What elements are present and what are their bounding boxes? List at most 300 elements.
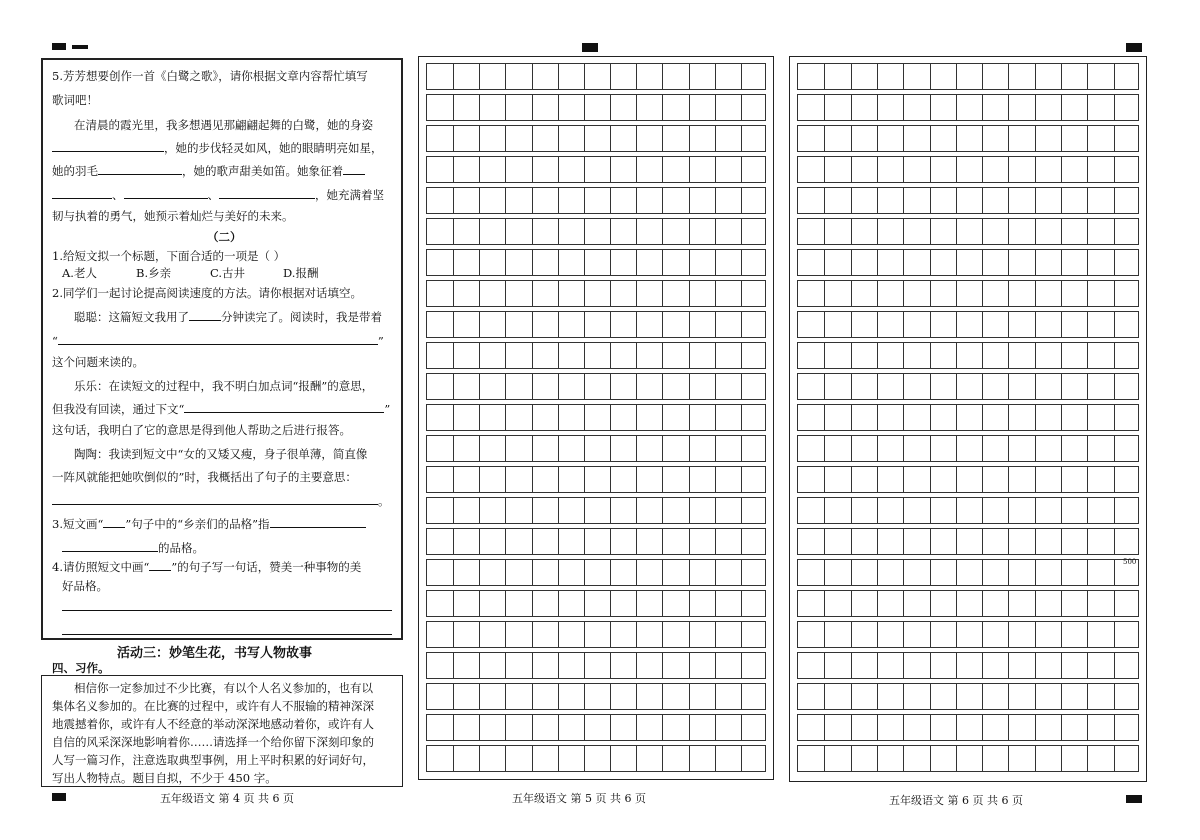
grid-cell-divider (558, 157, 559, 182)
grid-cell-divider (824, 467, 825, 492)
grid-cell-divider (715, 188, 716, 213)
quote-close: ” (377, 334, 384, 348)
grid-cell-divider (479, 715, 480, 740)
grid-cell-divider (558, 746, 559, 771)
q5-prompt: 5.芳芳想要创作一首《白鹭之歌》，请你根据文章内容帮忙填写 (52, 69, 368, 83)
grid-cell-divider (636, 281, 637, 306)
grid-cell-divider (532, 95, 533, 120)
grid-cell-divider (824, 653, 825, 678)
grid-cell-divider (1008, 467, 1009, 492)
grid-cell-divider (824, 746, 825, 771)
lyric-line-1: 在清晨的霞光里，我多想遇见那翩翩起舞的白鹭，她的身姿 (74, 118, 373, 132)
q4-line-1 (52, 558, 361, 575)
grid-cell-divider (877, 312, 878, 337)
grid-row (426, 156, 766, 183)
grid-cell-divider (741, 343, 742, 368)
grid-cell-divider (662, 560, 663, 585)
grid-cell-divider (930, 281, 931, 306)
essay-prompt-line: 自信的风采深深地影响着你……请选择一个给你留下深刻印象的 (52, 735, 374, 749)
lyric-blank[interactable] (343, 162, 365, 175)
grid-cell-divider (453, 529, 454, 554)
grid-cell-divider (689, 157, 690, 182)
grid-cell-divider (982, 188, 983, 213)
grid-cell-divider (851, 684, 852, 709)
grid-cell-divider (956, 95, 957, 120)
q4-answer-line[interactable] (62, 634, 392, 635)
grid-cell-divider (610, 467, 611, 492)
grid-cell-divider (903, 157, 904, 182)
grid-cell-divider (1087, 64, 1088, 89)
grid-cell-divider (532, 529, 533, 554)
grid-cell-divider (982, 250, 983, 275)
grid-cell-divider (903, 312, 904, 337)
grid-cell-divider (1061, 498, 1062, 523)
grid-cell-divider (715, 157, 716, 182)
grid-cell-divider (505, 529, 506, 554)
grid-cell-divider (877, 126, 878, 151)
lyric-blank[interactable] (52, 139, 164, 152)
grid-cell-divider (903, 560, 904, 585)
grid-cell-divider (741, 64, 742, 89)
grid-cell-divider (453, 126, 454, 151)
q4-answer-line[interactable] (62, 610, 392, 611)
grid-cell-divider (584, 498, 585, 523)
grid-row (797, 652, 1139, 679)
grid-cell-divider (982, 715, 983, 740)
grid-cell-divider (824, 343, 825, 368)
grid-cell-divider (741, 250, 742, 275)
grid-cell-divider (532, 684, 533, 709)
grid-cell-divider (1008, 560, 1009, 585)
grid-cell-divider (453, 591, 454, 616)
grid-cell-divider (532, 560, 533, 585)
grid-row (426, 714, 766, 741)
grid-cell-divider (877, 374, 878, 399)
q3-line-1 (52, 515, 366, 532)
grid-cell-divider (715, 529, 716, 554)
q3-blank[interactable] (270, 515, 366, 528)
grid-cell-divider (1035, 498, 1036, 523)
grid-cell-divider (453, 653, 454, 678)
grid-cell-divider (1008, 281, 1009, 306)
grid-cell-divider (1114, 250, 1115, 275)
grid-cell-divider (851, 219, 852, 244)
grid-cell-divider (1061, 250, 1062, 275)
grid-cell-divider (636, 157, 637, 182)
grid-cell-divider (903, 64, 904, 89)
grid-cell-divider (636, 529, 637, 554)
grid-cell-divider (584, 95, 585, 120)
grid-cell-divider (453, 498, 454, 523)
grid-cell-divider (584, 405, 585, 430)
grid-cell-divider (851, 591, 852, 616)
grid-cell-divider (1114, 498, 1115, 523)
grid-cell-divider (824, 250, 825, 275)
grid-cell-divider (851, 126, 852, 151)
q1-option-c[interactable]: C.古井 (210, 266, 246, 280)
grid-cell-divider (479, 126, 480, 151)
grid-cell-divider (877, 343, 878, 368)
grid-cell-divider (532, 374, 533, 399)
grid-cell-divider (558, 374, 559, 399)
q1-option-b[interactable]: B.乡亲 (136, 266, 172, 280)
grid-cell-divider (505, 312, 506, 337)
grid-cell-divider (689, 529, 690, 554)
grid-cell-divider (741, 684, 742, 709)
grid-cell-divider (558, 281, 559, 306)
grid-row (797, 63, 1139, 90)
grid-cell-divider (851, 560, 852, 585)
grid-cell-divider (956, 64, 957, 89)
grid-cell-divider (1087, 498, 1088, 523)
grid-cell-divider (479, 436, 480, 461)
grid-cell-divider (903, 746, 904, 771)
grid-cell-divider (610, 715, 611, 740)
grid-cell-divider (479, 281, 480, 306)
congcong-line (74, 308, 382, 325)
grid-cell-divider (558, 560, 559, 585)
grid-cell-divider (1061, 126, 1062, 151)
grid-cell-divider (851, 281, 852, 306)
grid-cell-divider (903, 343, 904, 368)
grid-row (797, 280, 1139, 307)
grid-cell-divider (1061, 467, 1062, 492)
grid-row (426, 745, 766, 772)
grid-cell-divider (636, 250, 637, 275)
grid-cell-divider (532, 64, 533, 89)
grid-cell-divider (1087, 529, 1088, 554)
grid-cell-divider (1035, 188, 1036, 213)
essay-prompt-line: 相信你一定参加过不少比赛，有以个人名义参加的，也有以 (74, 681, 373, 695)
sentence-blank[interactable] (184, 400, 384, 413)
grid-cell-divider (903, 250, 904, 275)
grid-cell-divider (824, 529, 825, 554)
grid-cell-divider (558, 312, 559, 337)
grid-cell-divider (636, 746, 637, 771)
grid-row (426, 621, 766, 648)
grid-cell-divider (741, 467, 742, 492)
grid-cell-divider (930, 622, 931, 647)
grid-cell-divider (662, 312, 663, 337)
grid-cell-divider (1008, 715, 1009, 740)
grid-cell-divider (1114, 684, 1115, 709)
grid-cell-divider (903, 126, 904, 151)
lyric-blank[interactable] (124, 186, 208, 199)
grid-cell-divider (1087, 126, 1088, 151)
grid-cell-divider (558, 498, 559, 523)
grid-cell-divider (532, 746, 533, 771)
grid-cell-divider (584, 157, 585, 182)
grid-row (426, 218, 766, 245)
grid-cell-divider (505, 126, 506, 151)
grid-cell-divider (715, 591, 716, 616)
grid-cell-divider (1035, 250, 1036, 275)
grid-cell-divider (741, 560, 742, 585)
grid-cell-divider (662, 188, 663, 213)
grid-cell-divider (903, 436, 904, 461)
grid-cell-divider (610, 126, 611, 151)
grid-cell-divider (610, 684, 611, 709)
grid-cell-divider (956, 715, 957, 740)
grid-cell-divider (1061, 591, 1062, 616)
q1-text: 1.给短文拟一个标题，下面合适的一项是（ ） (52, 249, 286, 263)
grid-row (426, 683, 766, 710)
grid-cell-divider (532, 436, 533, 461)
grid-cell-divider (610, 219, 611, 244)
grid-cell-divider (610, 560, 611, 585)
grid-cell-divider (1114, 467, 1115, 492)
grid-cell-divider (982, 467, 983, 492)
grid-cell-divider (1008, 622, 1009, 647)
grid-cell-divider (956, 312, 957, 337)
grid-cell-divider (532, 653, 533, 678)
grid-cell-divider (1035, 126, 1036, 151)
grid-cell-divider (636, 126, 637, 151)
grid-cell-divider (505, 95, 506, 120)
grid-cell-divider (1035, 684, 1036, 709)
summary-blank[interactable] (52, 492, 378, 505)
grid-cell-divider (558, 343, 559, 368)
grid-row (797, 342, 1139, 369)
grid-cell-divider (851, 405, 852, 430)
lyric-blank[interactable] (52, 186, 112, 199)
grid-cell-divider (662, 746, 663, 771)
grid-cell-divider (1008, 653, 1009, 678)
grid-cell-divider (1114, 95, 1115, 120)
grid-cell-divider (1035, 715, 1036, 740)
grid-cell-divider (903, 622, 904, 647)
grid-cell-divider (584, 467, 585, 492)
grid-cell-divider (505, 653, 506, 678)
grid-cell-divider (584, 250, 585, 275)
grid-cell-divider (741, 498, 742, 523)
grid-cell-divider (532, 126, 533, 151)
grid-cell-divider (715, 126, 716, 151)
grid-row (797, 125, 1139, 152)
grid-cell-divider (715, 653, 716, 678)
grid-cell-divider (532, 405, 533, 430)
grid-cell-divider (956, 591, 957, 616)
grid-cell-divider (903, 529, 904, 554)
grid-cell-divider (505, 560, 506, 585)
grid-cell-divider (715, 250, 716, 275)
grid-row (797, 621, 1139, 648)
grid-row (797, 466, 1139, 493)
grid-cell-divider (1035, 529, 1036, 554)
grid-cell-divider (610, 343, 611, 368)
grid-cell-divider (715, 405, 716, 430)
grid-cell-divider (741, 591, 742, 616)
grid-cell-divider (982, 405, 983, 430)
grid-cell-divider (1008, 95, 1009, 120)
grid-cell-divider (584, 560, 585, 585)
lyric-blank[interactable] (98, 162, 182, 175)
grid-cell-divider (636, 405, 637, 430)
lele-line-2 (52, 400, 390, 417)
grid-cell-divider (1061, 374, 1062, 399)
grid-cell-divider (558, 436, 559, 461)
grid-cell-divider (741, 653, 742, 678)
grid-cell-divider (662, 219, 663, 244)
grid-cell-divider (662, 653, 663, 678)
grid-cell-divider (584, 374, 585, 399)
grid-row (426, 559, 766, 586)
grid-cell-divider (851, 64, 852, 89)
q4-line-2: 好品格。 (62, 579, 108, 593)
grid-cell-divider (662, 715, 663, 740)
grid-cell-divider (689, 64, 690, 89)
grid-cell-divider (1114, 126, 1115, 151)
grid-cell-divider (982, 374, 983, 399)
grid-cell-divider (1061, 653, 1062, 678)
lyric-blank[interactable] (219, 186, 315, 199)
minutes-blank[interactable] (189, 308, 221, 321)
grid-row (797, 373, 1139, 400)
grid-cell-divider (584, 436, 585, 461)
grid-cell-divider (1087, 467, 1088, 492)
grid-cell-divider (741, 374, 742, 399)
grid-cell-divider (741, 746, 742, 771)
grid-cell-divider (1061, 622, 1062, 647)
grid-cell-divider (584, 653, 585, 678)
grid-cell-divider (610, 64, 611, 89)
lyric-line-4 (52, 186, 384, 203)
grid-cell-divider (662, 126, 663, 151)
grid-cell-divider (1114, 591, 1115, 616)
grid-cell-divider (505, 684, 506, 709)
grid-cell-divider (851, 715, 852, 740)
grid-cell-divider (1035, 219, 1036, 244)
grid-cell-divider (453, 250, 454, 275)
grid-cell-divider (824, 64, 825, 89)
grid-cell-divider (1087, 219, 1088, 244)
grid-cell-divider (662, 95, 663, 120)
grid-cell-divider (479, 529, 480, 554)
grid-row (426, 652, 766, 679)
page-footer: 五年级语文 第 6 页 共 6 页 (889, 794, 1023, 807)
grid-row (426, 187, 766, 214)
grid-cell-divider (1008, 436, 1009, 461)
grid-cell-divider (982, 219, 983, 244)
grid-cell-divider (453, 343, 454, 368)
grid-row (426, 63, 766, 90)
grid-cell-divider (1114, 157, 1115, 182)
grid-cell-divider (1061, 715, 1062, 740)
grid-cell-divider (851, 498, 852, 523)
grid-cell-divider (824, 219, 825, 244)
grid-cell-divider (956, 746, 957, 771)
grid-cell-divider (982, 95, 983, 120)
grid-cell-divider (1061, 529, 1062, 554)
grid-cell-divider (662, 281, 663, 306)
grid-cell-divider (479, 374, 480, 399)
grid-cell-divider (505, 374, 506, 399)
grid-cell-divider (715, 219, 716, 244)
grid-cell-divider (1087, 95, 1088, 120)
q1-option-a[interactable]: A.老人 (62, 266, 97, 280)
grid-cell-divider (982, 591, 983, 616)
grid-cell-divider (479, 653, 480, 678)
registration-mark (52, 43, 66, 50)
grid-cell-divider (662, 250, 663, 275)
grid-cell-divider (479, 64, 480, 89)
grid-cell-divider (877, 467, 878, 492)
grid-cell-divider (505, 343, 506, 368)
taotao-line-2: 一阵风就能把她吹倒似的”时，我概括出了句子的主要意思： (52, 470, 357, 484)
page-footer: 五年级语文 第 5 页 共 6 页 (512, 792, 646, 805)
grid-cell-divider (956, 405, 957, 430)
grid-row (797, 94, 1139, 121)
grid-cell-divider (903, 715, 904, 740)
grid-row (797, 497, 1139, 524)
grid-cell-divider (505, 591, 506, 616)
grid-cell-divider (532, 343, 533, 368)
grid-cell-divider (1061, 219, 1062, 244)
lyric-line-3 (52, 162, 365, 179)
grid-cell-divider (851, 343, 852, 368)
grid-cell-divider (1035, 591, 1036, 616)
grid-cell-divider (662, 64, 663, 89)
grid-cell-divider (1008, 684, 1009, 709)
grid-cell-divider (930, 188, 931, 213)
grid-cell-divider (1087, 560, 1088, 585)
grid-cell-divider (877, 684, 878, 709)
grid-cell-divider (930, 715, 931, 740)
grid-cell-divider (824, 126, 825, 151)
grid-cell-divider (505, 219, 506, 244)
grid-cell-divider (1035, 343, 1036, 368)
grid-cell-divider (1087, 591, 1088, 616)
grid-cell-divider (636, 498, 637, 523)
grid-cell-divider (715, 343, 716, 368)
grid-cell-divider (610, 157, 611, 182)
grid-cell-divider (930, 746, 931, 771)
grid-cell-divider (877, 436, 878, 461)
grid-cell-divider (689, 715, 690, 740)
grid-cell-divider (453, 436, 454, 461)
grid-cell-divider (930, 126, 931, 151)
grid-row (426, 311, 766, 338)
grid-cell-divider (558, 126, 559, 151)
grid-cell-divider (636, 591, 637, 616)
period: 。 (378, 494, 390, 508)
grid-cell-divider (982, 498, 983, 523)
grid-row (797, 187, 1139, 214)
grid-cell-divider (715, 684, 716, 709)
grid-cell-divider (956, 157, 957, 182)
grid-cell-divider (741, 529, 742, 554)
grid-cell-divider (636, 436, 637, 461)
grid-cell-divider (689, 467, 690, 492)
grid-cell-divider (636, 343, 637, 368)
grid-cell-divider (636, 312, 637, 337)
grid-cell-divider (1008, 343, 1009, 368)
grid-cell-divider (689, 312, 690, 337)
grid-cell-divider (584, 188, 585, 213)
grid-cell-divider (1035, 467, 1036, 492)
grid-cell-divider (903, 684, 904, 709)
grid-cell-divider (479, 467, 480, 492)
grid-cell-divider (741, 126, 742, 151)
q3-line-2 (62, 539, 204, 556)
q3-blank[interactable] (62, 539, 158, 552)
q1-option-d[interactable]: D.报酬 (283, 266, 319, 280)
grid-cell-divider (505, 64, 506, 89)
grid-cell-divider (930, 405, 931, 430)
grid-cell-divider (877, 250, 878, 275)
question-blank[interactable] (58, 332, 378, 345)
taotao-line-1: 陶陶：我读到短文中“女的又矮又瘦，身子很单薄，简直像 (74, 447, 368, 461)
